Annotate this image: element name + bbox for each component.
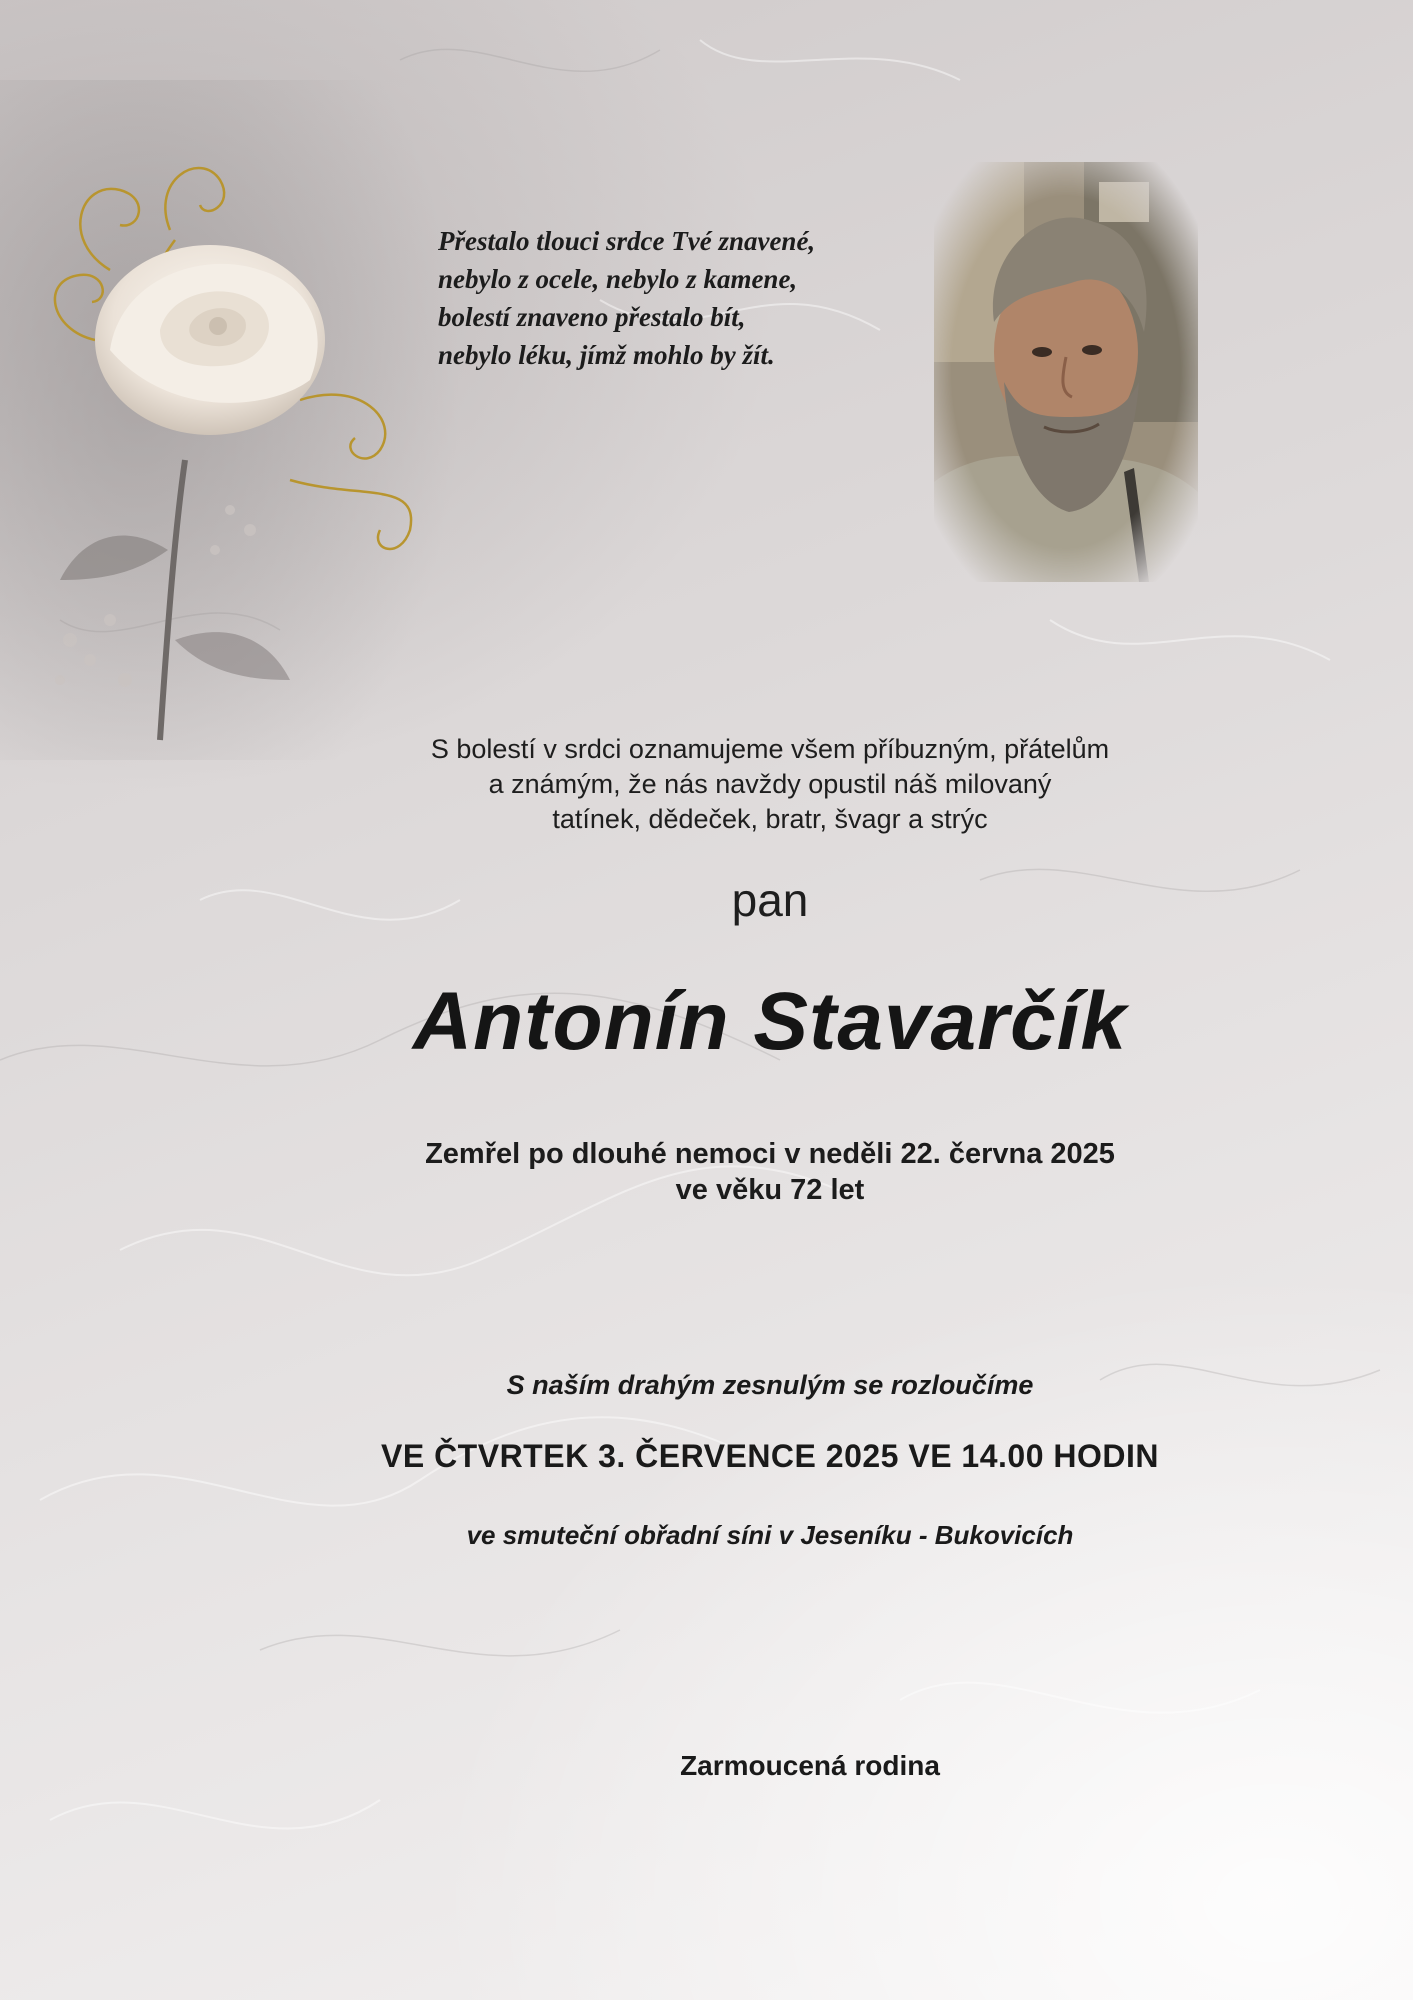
announcement-line: tatínek, dědeček, bratr, švagr a strýc	[552, 804, 988, 834]
white-rose-decoration	[0, 80, 460, 760]
death-line: Zemřel po dlouhé nemoci v neděli 22. června 2025	[425, 1138, 1115, 1170]
salutation: pan	[731, 874, 809, 926]
death-line: ve věku 72 let	[675, 1174, 865, 1206]
announcement-text	[300, 732, 1240, 837]
portrait-photo	[934, 162, 1198, 582]
poem-line: bolestí znaveno přestalo bít,	[438, 302, 746, 332]
farewell-place: ve smuteční obřadní síni v Jeseníku - Bukovicích	[466, 1520, 1074, 1550]
announcement-line: S bolestí v srdci oznamujeme všem příbuzným, přátelům	[430, 734, 1110, 764]
poem	[438, 222, 898, 374]
farewell-intro: S naším drahým zesnulým se rozloučíme	[506, 1370, 1034, 1400]
death-details	[300, 1136, 1240, 1208]
farewell-date: VE ČTVRTEK 3. ČERVENCE 2025 VE 14.00 HODIN	[380, 1438, 1159, 1474]
poem-line: Přestalo tlouci srdce Tvé znavené,	[438, 226, 816, 256]
deceased-name: Antonín Stavarčík	[412, 976, 1128, 1067]
announcement-line: a známým, že nás navždy opustil náš milovaný	[488, 769, 1052, 799]
signature: Zarmoucená rodina	[680, 1750, 940, 1781]
poem-line: nebylo z ocele, nebylo z kamene,	[438, 264, 798, 294]
poem-line: nebylo léku, jímž mohlo by žít.	[438, 340, 775, 370]
